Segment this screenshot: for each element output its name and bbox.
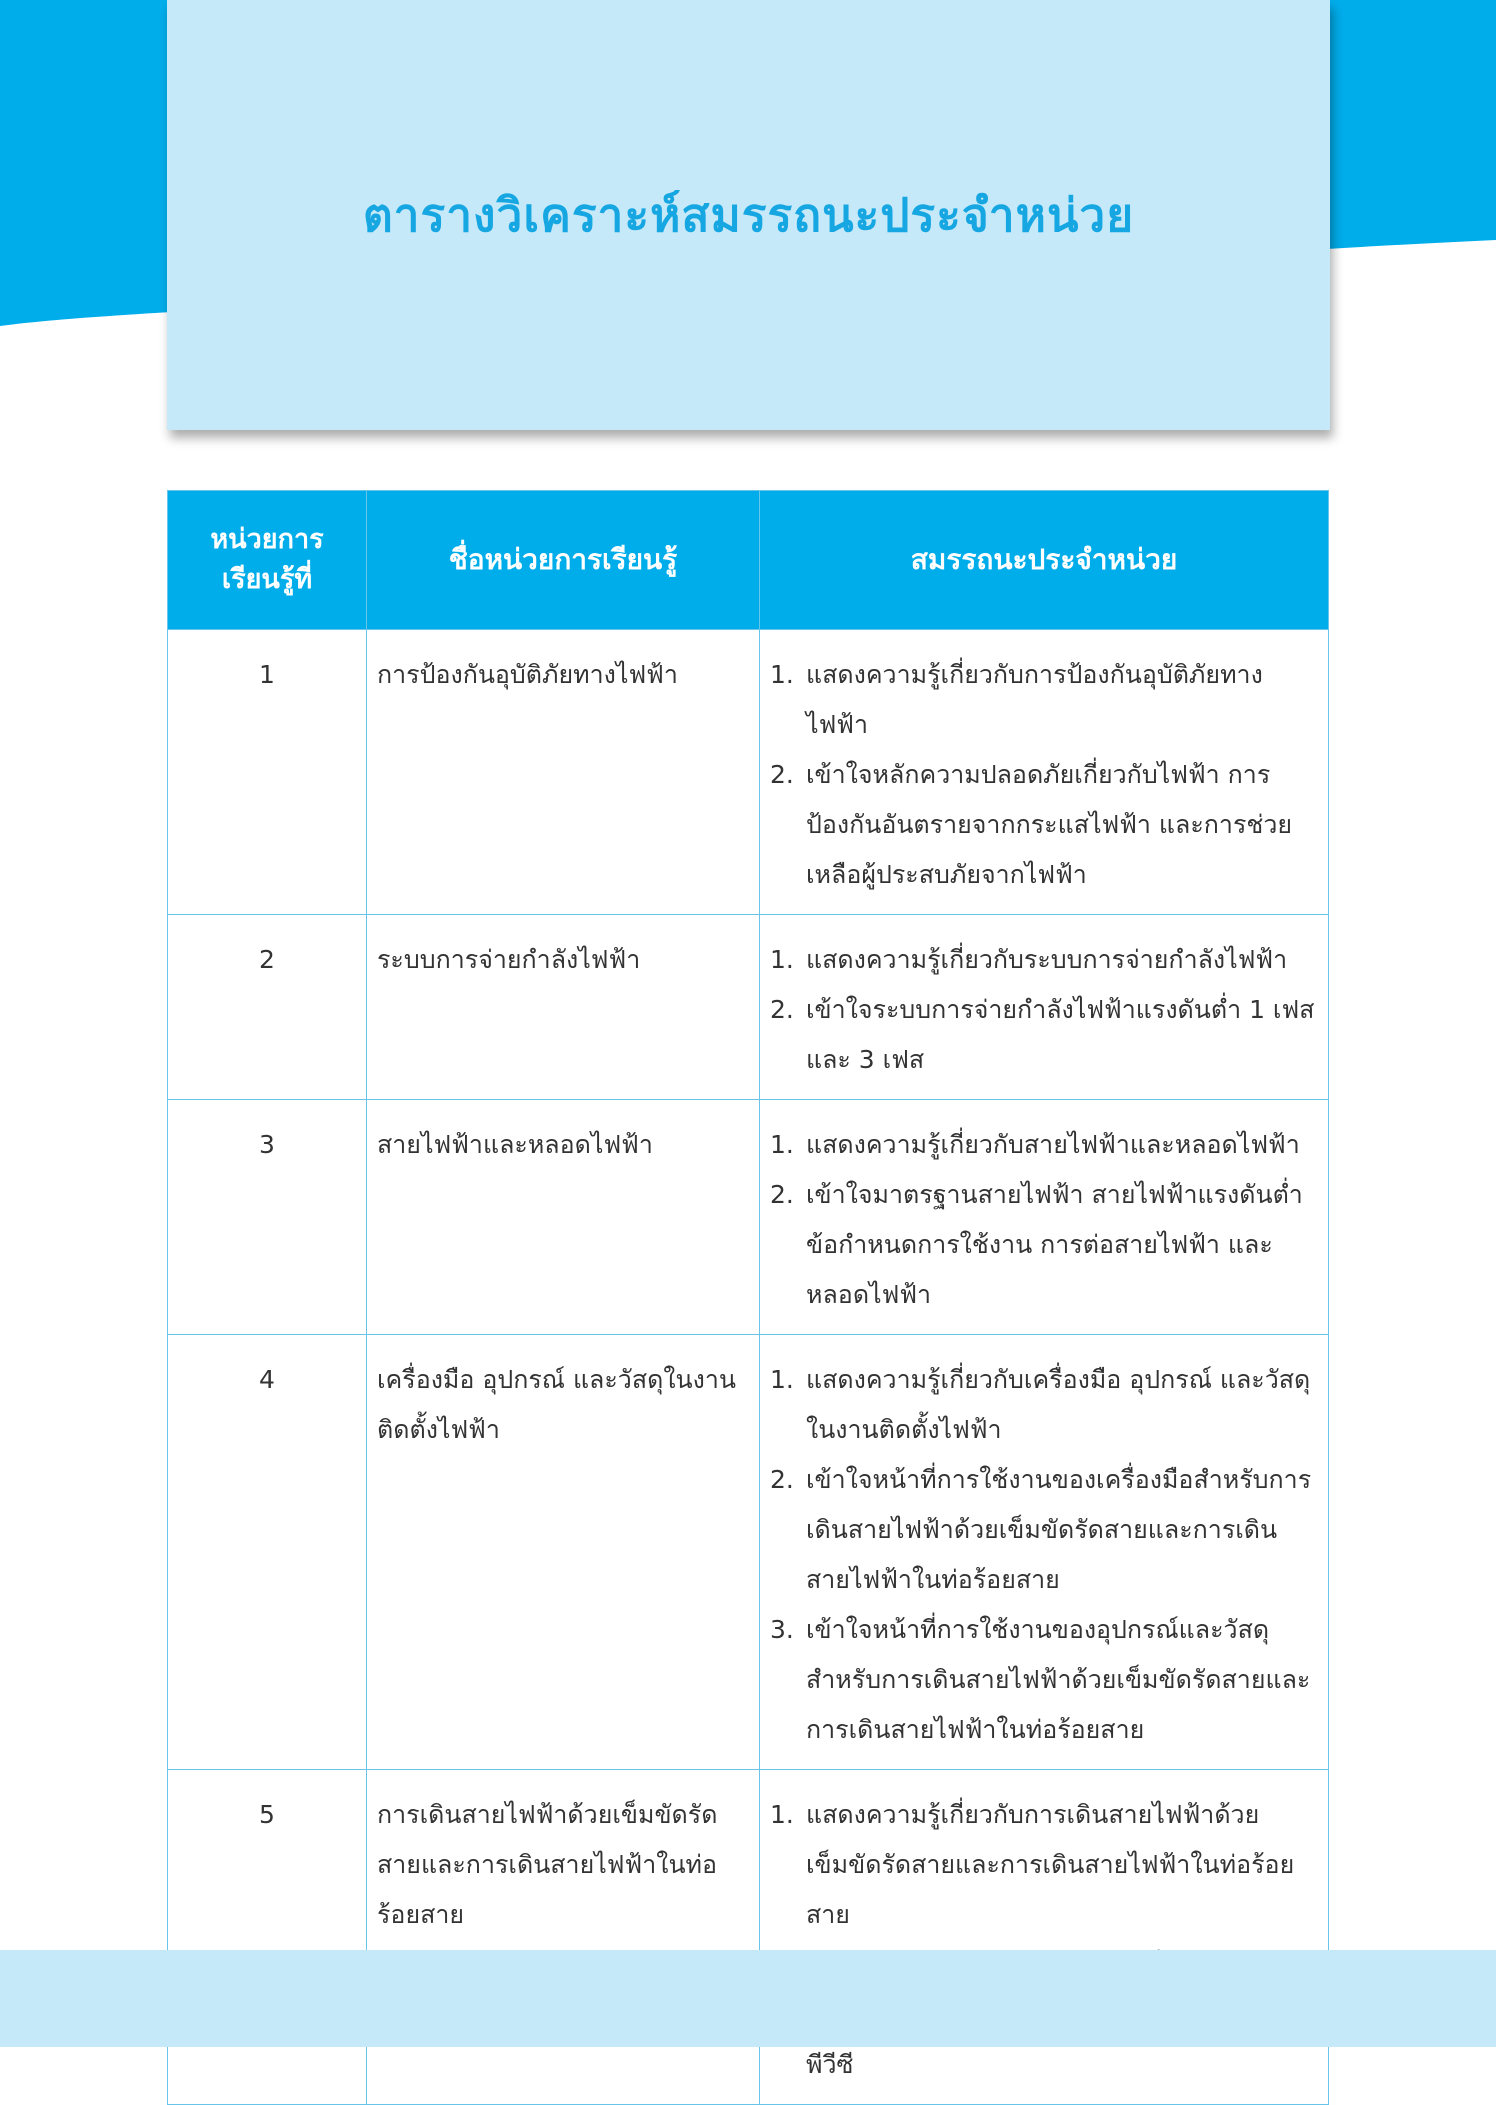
- competency-item: [770, 1355, 1318, 1455]
- unit-competencies: [760, 1335, 1329, 1770]
- competency-number: 1.: [770, 660, 794, 689]
- unit-number: 3: [168, 1100, 367, 1335]
- competency-text: เข้าใจหน้าที่การใช้งานของอุปกรณ์และวัสดุสำหรับการเดินสายไฟฟ้าด้วยเข็มขัดรัดสายและการเดินสายไฟฟ้าในท่อร้อยสาย: [806, 1615, 1311, 1744]
- header-unit-no-line-1: หน่วยการ: [210, 524, 324, 555]
- unit-name: การป้องกันอุบัติภัยทางไฟฟ้า: [367, 630, 760, 915]
- competency-text: เข้าใจมาตรฐานสายไฟฟ้า สายไฟฟ้าแรงดันต่ำ ข้อกำหนดการใช้งาน การต่อสายไฟฟ้า และหลอดไฟฟ้า: [806, 1180, 1303, 1309]
- competency-text: แสดงความรู้เกี่ยวกับเครื่องมือ อุปกรณ์ และวัสดุในงานติดตั้งไฟฟ้า: [806, 1365, 1311, 1444]
- competency-list: [770, 1355, 1318, 1755]
- header-competency: สมรรถนะประจำหน่วย: [760, 491, 1329, 630]
- competency-item: [770, 1120, 1318, 1170]
- competency-number: 2.: [770, 1465, 794, 1494]
- competency-item: [770, 985, 1318, 1085]
- unit-number: 1: [168, 630, 367, 915]
- competency-item: [770, 935, 1318, 985]
- table-row: [168, 915, 1329, 1100]
- unit-competencies: [760, 915, 1329, 1100]
- table-row: [168, 1100, 1329, 1335]
- competency-text: เข้าใจหลักความปลอดภัยเกี่ยวกับไฟฟ้า การป้องกันอันตรายจากกระแสไฟฟ้า และการช่วยเหลือผู้ประสบภัยจากไฟฟ้า: [806, 760, 1293, 889]
- competency-item: [770, 1455, 1318, 1605]
- unit-number: 5: [168, 1770, 367, 2105]
- competency-number: 1.: [770, 1365, 794, 1394]
- unit-name: การเดินสายไฟฟ้าด้วยเข็มขัดรัดสายและการเดินสายไฟฟ้าในท่อร้อยสาย: [367, 1770, 760, 2105]
- competency-number: 1.: [770, 945, 794, 974]
- competency-list: [770, 650, 1318, 900]
- competency-number: 3.: [770, 1615, 794, 1644]
- competency-text: แสดงความรู้เกี่ยวกับการเดินสายไฟฟ้าด้วยเข็มขัดรัดสายและการเดินสายไฟฟ้าในท่อร้อยสาย: [806, 1800, 1295, 1929]
- unit-number: 4: [168, 1335, 367, 1770]
- unit-name: ระบบการจ่ายกำลังไฟฟ้า: [367, 915, 760, 1100]
- competency-text: แสดงความรู้เกี่ยวกับสายไฟฟ้าและหลอดไฟฟ้า: [806, 1130, 1300, 1159]
- table-row: [168, 1335, 1329, 1770]
- competency-text: เข้าใจระบบการจ่ายกำลังไฟฟ้าแรงดันต่ำ 1 เฟส และ 3 เฟส: [806, 995, 1315, 1074]
- competency-item: [770, 1170, 1318, 1320]
- competency-number: 2.: [770, 760, 794, 789]
- table-row: [168, 630, 1329, 915]
- competency-number: 1.: [770, 1800, 794, 1829]
- unit-name: เครื่องมือ อุปกรณ์ และวัสดุในงานติดตั้งไฟฟ้า: [367, 1335, 760, 1770]
- competency-number: 2.: [770, 995, 794, 1024]
- page-title: ตารางวิเคราะห์สมรรถนะประจำหน่วย: [362, 187, 1135, 242]
- unit-name: สายไฟฟ้าและหลอดไฟฟ้า: [367, 1100, 760, 1335]
- header-unit-no-line-2: เรียนรู้ที่: [221, 564, 313, 595]
- competency-text: พีวีซี: [806, 2050, 854, 2079]
- unit-number: 2: [168, 915, 367, 1100]
- competency-text: แสดงความรู้เกี่ยวกับการป้องกันอุบัติภัยทางไฟฟ้า: [806, 660, 1263, 739]
- footer-band: [0, 1950, 1496, 2047]
- competency-item: [770, 1605, 1318, 1755]
- competency-item: [770, 650, 1318, 750]
- unit-competencies: [760, 1770, 1329, 2105]
- table-row: [168, 1770, 1329, 2105]
- competency-text: แสดงความรู้เกี่ยวกับระบบการจ่ายกำลังไฟฟ้า: [806, 945, 1288, 974]
- header-unit-no: [168, 491, 367, 630]
- header-unit-name: ชื่อหน่วยการเรียนรู้: [367, 491, 760, 630]
- competency-list: [770, 1120, 1318, 1320]
- competency-number: 2.: [770, 1180, 794, 1209]
- competency-list: [770, 935, 1318, 1085]
- competency-analysis-table: [167, 490, 1329, 2105]
- competency-item: [770, 1790, 1318, 1940]
- table-header-row: [168, 491, 1329, 630]
- title-card: [167, 0, 1330, 430]
- competency-text: เข้าใจหน้าที่การใช้งานของเครื่องมือสำหรับการเดินสายไฟฟ้าด้วยเข็มขัดรัดสายและการเดินสายไฟฟ้าในท่อร้อยสาย: [806, 1465, 1312, 1594]
- unit-competencies: [760, 630, 1329, 915]
- competency-item: [770, 750, 1318, 900]
- unit-competencies: [760, 1100, 1329, 1335]
- competency-number: 1.: [770, 1130, 794, 1159]
